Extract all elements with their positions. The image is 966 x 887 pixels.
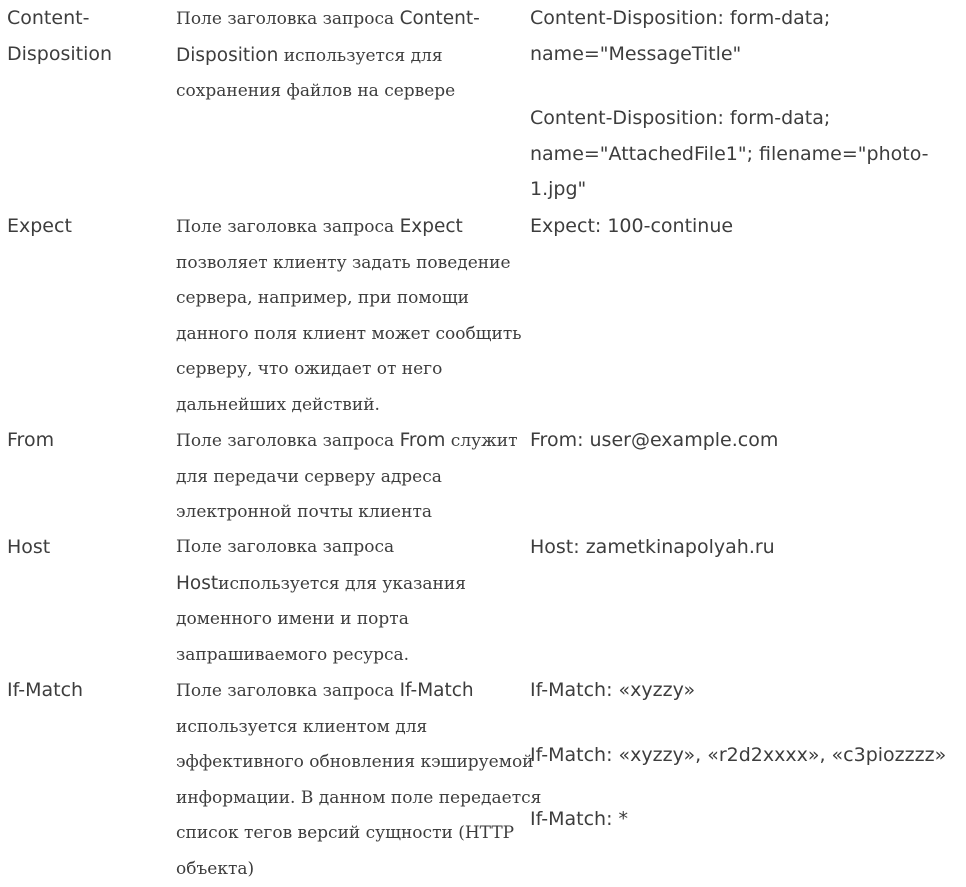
description-line: сервера, например, при помощи bbox=[176, 281, 531, 317]
description-line: используется клиентом для bbox=[176, 710, 531, 746]
example-line: If-Match: * bbox=[530, 802, 960, 838]
example-cell bbox=[530, 1, 960, 208]
example-cell bbox=[530, 209, 960, 245]
header-name-cell bbox=[7, 673, 167, 709]
header-name-line: From bbox=[7, 423, 167, 459]
description-line: доменного имени и порта bbox=[176, 602, 531, 638]
header-name-line: Content- bbox=[7, 1, 167, 37]
description-line: информации. В данном поле передается bbox=[176, 781, 531, 817]
description-line: список тегов версий сущности (HTTP bbox=[176, 816, 531, 852]
example-paragraph bbox=[530, 1, 960, 72]
example-line: name="MessageTitle" bbox=[530, 37, 960, 73]
header-name-line: If-Match bbox=[7, 673, 167, 709]
example-line: 1.jpg" bbox=[530, 172, 960, 208]
description-line: Hostиспользуется для указания bbox=[176, 566, 531, 603]
description-line: электронной почты клиента bbox=[176, 495, 531, 531]
description-line: позволяет клиенту задать поведение bbox=[176, 246, 531, 282]
header-name-line: Expect bbox=[7, 209, 167, 245]
example-cell bbox=[530, 673, 960, 838]
example-line: Content-Disposition: form-data; bbox=[530, 1, 960, 37]
example-line: If-Match: «xyzzy» bbox=[530, 673, 960, 709]
description-cell bbox=[176, 1, 531, 110]
example-line: Host: zametkinapolyah.ru bbox=[530, 530, 960, 566]
header-name-cell bbox=[7, 423, 167, 459]
description-line: данного поля клиент может сообщить bbox=[176, 317, 531, 353]
description-line: для передачи серверу адреса bbox=[176, 460, 531, 496]
header-name-line: Disposition bbox=[7, 37, 167, 73]
example-cell bbox=[530, 530, 960, 566]
description-cell bbox=[176, 209, 531, 423]
description-cell bbox=[176, 423, 531, 531]
description-line: Поле заголовка запроса Expect bbox=[176, 209, 531, 246]
description-cell bbox=[176, 673, 531, 887]
example-line: Content-Disposition: form-data; bbox=[530, 101, 960, 137]
header-name-cell bbox=[7, 530, 167, 566]
header-name-cell bbox=[7, 209, 167, 245]
description-line: Поле заголовка запроса Content- bbox=[176, 1, 531, 38]
description-line: серверу, что ожидает от него bbox=[176, 352, 531, 388]
description-line: Disposition используется для bbox=[176, 38, 531, 75]
description-line: Поле заголовка запроса If-Match bbox=[176, 673, 531, 710]
example-line: name="AttachedFile1"; filename="photo- bbox=[530, 137, 960, 173]
example-line: From: user@example.com bbox=[530, 423, 960, 459]
example-line: Expect: 100-continue bbox=[530, 209, 960, 245]
description-line: дальнейших действий. bbox=[176, 388, 531, 424]
description-line: Поле заголовка запроса bbox=[176, 530, 531, 566]
example-paragraph bbox=[530, 101, 960, 208]
description-line: Поле заголовка запроса From служит bbox=[176, 423, 531, 460]
description-cell bbox=[176, 530, 531, 673]
header-name-cell bbox=[7, 1, 167, 72]
header-name-line: Host bbox=[7, 530, 167, 566]
example-cell bbox=[530, 423, 960, 459]
description-line: объекта) bbox=[176, 852, 531, 887]
description-line: запрашиваемого ресурса. bbox=[176, 638, 531, 674]
description-line: сохранения файлов на сервере bbox=[176, 74, 531, 110]
example-line: If-Match: «xyzzy», «r2d2xxxx», «c3piozzzz» bbox=[530, 738, 960, 774]
description-line: эффективного обновления кэшируемой bbox=[176, 745, 531, 781]
